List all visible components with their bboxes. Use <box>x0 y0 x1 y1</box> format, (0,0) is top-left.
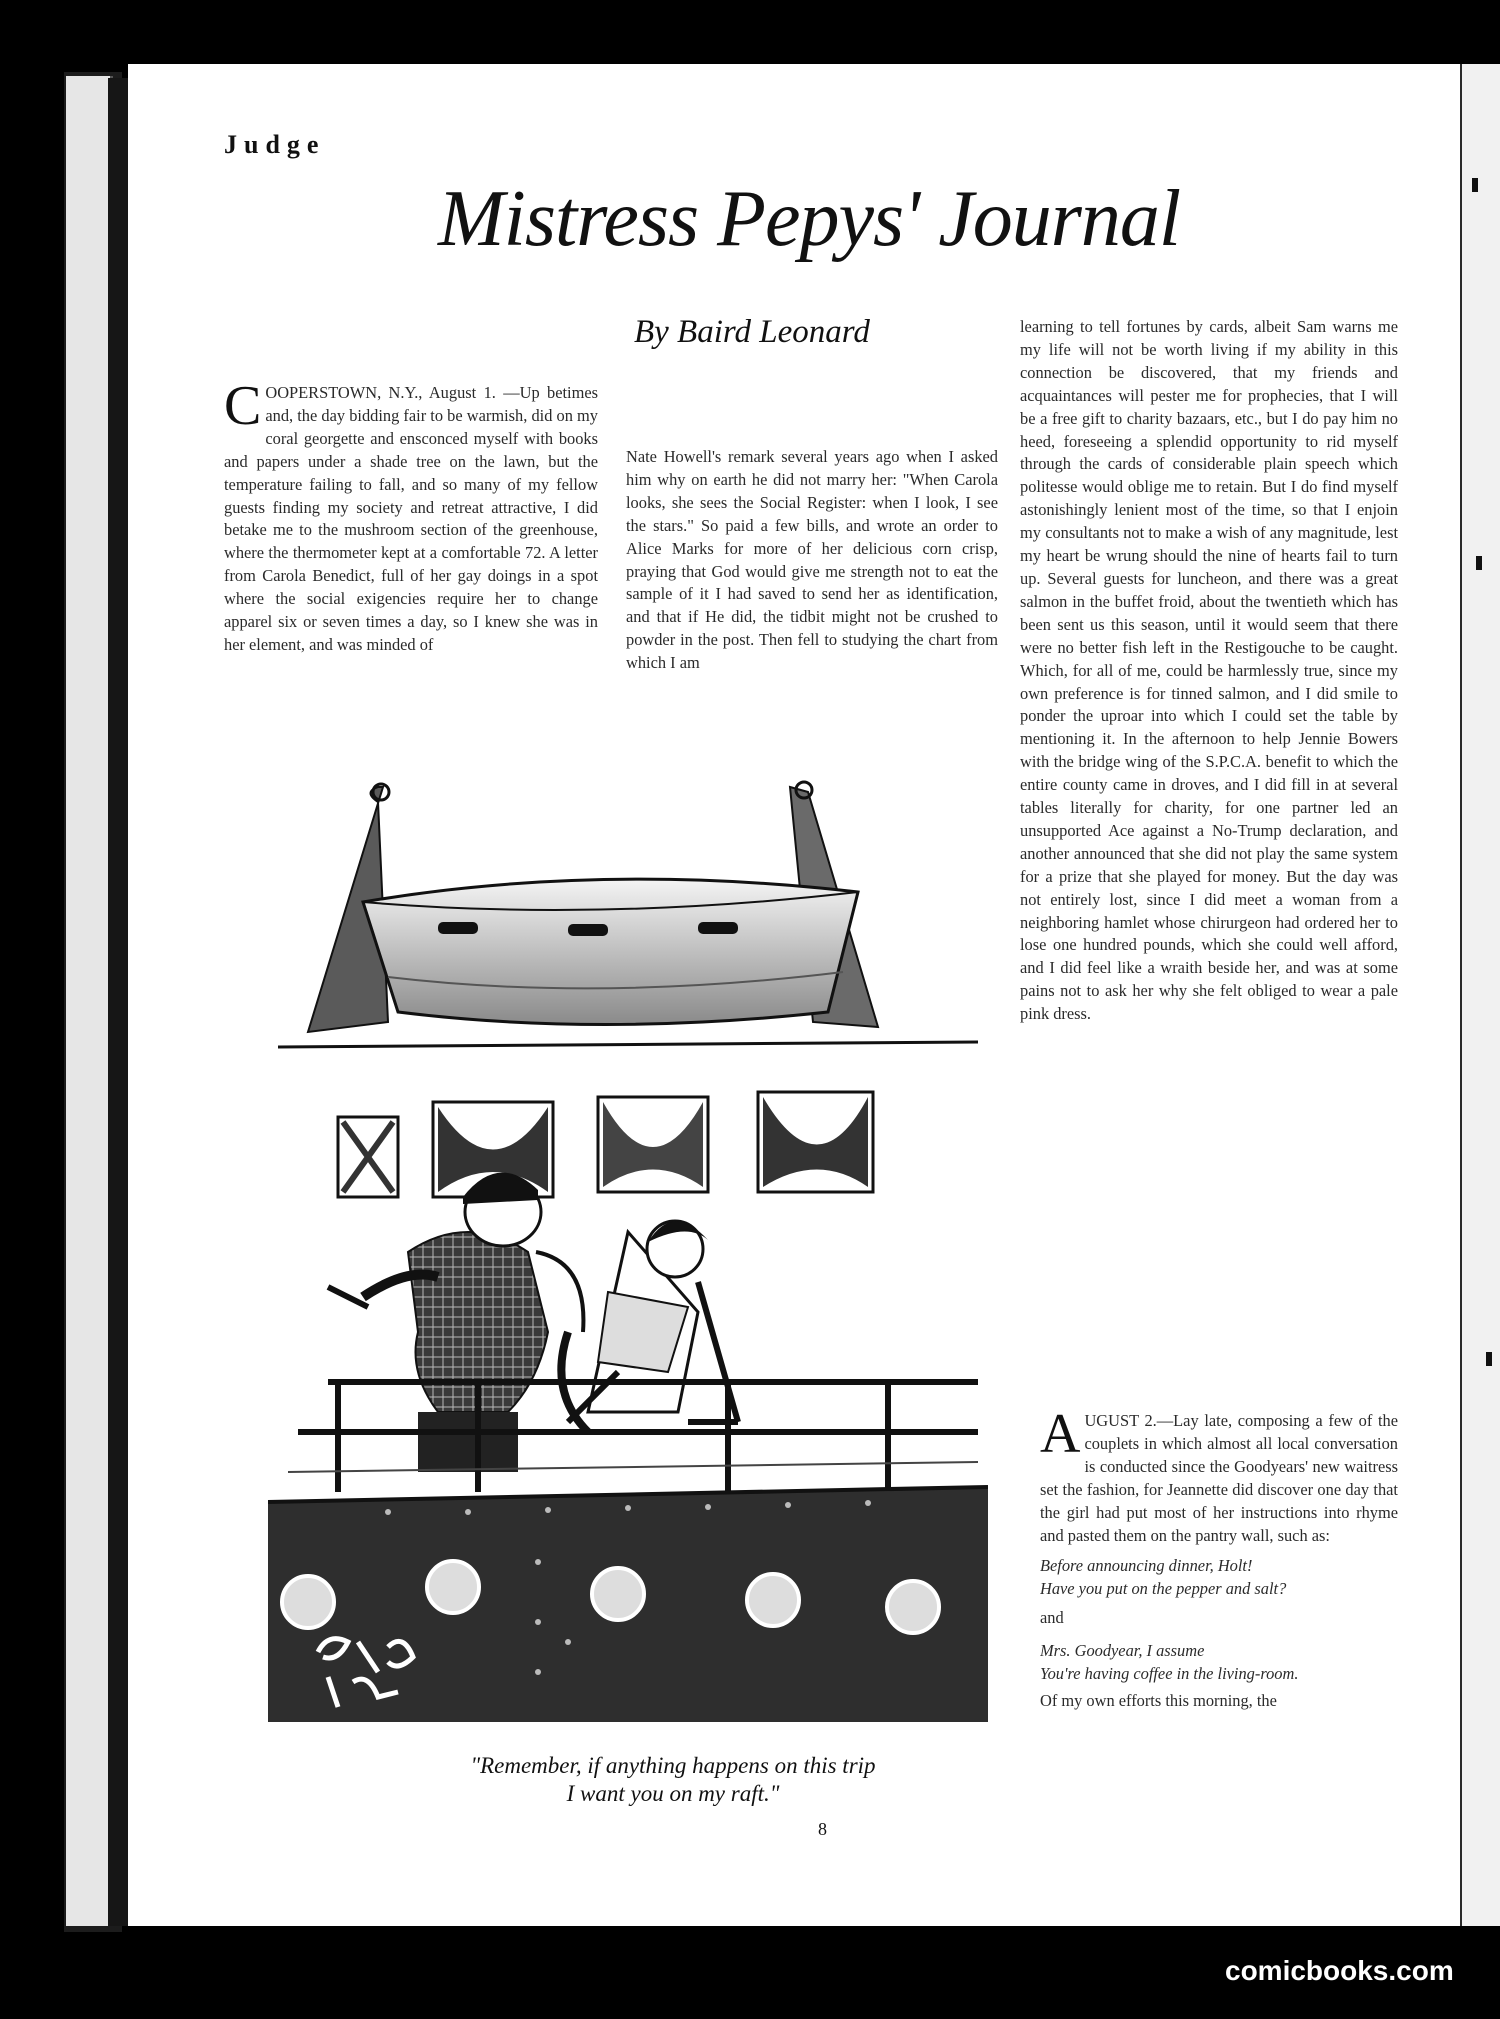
verse-line: Before announcing dinner, Holt! <box>1040 1556 1253 1576</box>
upper-deck-line <box>278 1042 978 1047</box>
page-number: 8 <box>818 1819 827 1839</box>
magazine-page <box>128 64 1460 1926</box>
woman-in-deck-chair <box>561 1221 738 1432</box>
article-column-2 <box>626 446 998 742</box>
article-column-3 <box>1020 316 1398 1426</box>
cartoon-illustration <box>268 772 988 1732</box>
man-in-plaid <box>328 1173 583 1472</box>
verse-line: You're having coffee in the living-room. <box>1040 1664 1299 1684</box>
previous-page-edge <box>66 76 113 1926</box>
verse-line: Have you put on the pepper and salt? <box>1040 1579 1287 1599</box>
caption-line: I want you on my raft." <box>566 1781 780 1806</box>
column-text: Nate Howell's remark several years ago when I asked him why on earth he did not marry her: "When Carola looks, she sees the Social Register: when I look, I see the stars." So paid a few bills, and wrote an order to Alice Marks for more of her delicious corn crisp, praying that God would give me strength not to eat the sample of it I had saved to send her as identification, and that if He did, the tidbit might not be crushed to powder in the post. Then fell to studying the chart from which I am <box>626 447 998 673</box>
verse-1 <box>1040 1555 1398 1601</box>
closing-line: Of my own efforts this morning, the <box>1040 1690 1277 1710</box>
ship-hull <box>268 1487 988 1722</box>
caption-line: "Remember, if anything happens on this trip <box>470 1753 876 1778</box>
magazine-name: Judge <box>224 130 326 159</box>
column-text: learning to tell fortunes by cards, albeit Sam warns me my life will not be worth living if my ability in this connection be discovered, that my friends and acquaintances will pester me for prophecies, that I will be a free gift to charity bazaars, etc., but I do pay him no heed, foreseeing a splendid opportunity to rid myself through the cards of considerable plain speech which politesse would oblige me to retain. But I do find myself astonishingly lenient most of the time, so that I enjoin my consultants not to make a wish of any magnitude, lest my heart be wrung should the nine of hearts fail to turn up. Several guests for luncheon, and there was a great salmon in the buffet froid, about the twentieth which has been sent us this season, until it would seem that there were no better fish left in the Restigouche to be caught. Which, for all of me, could be harmlessly true, since my own preference is for tinned salmon, and I did smile to ponder the uproar into which I could set the table by mentioning it. In the afternoon to help Jennie Bowers with the bridge wing of the S.P.C.A. benefit to which the entire county came in droves, and I did fill in at several tables literally for charity, for one partner led an unsupported Ace against a No-Trump declaration, and another announced that she did not play the same system for a prize that she played for money. But the day was not entirely lost, since I did meet a woman from a neighboring hamlet whose chirurgeon had ordered her to lose one hundred pounds, which she could well afford, and I did feel like a wraith beside her, and was at some pains not to ask her why she felt obliged to wear a pale pink dress. <box>1020 317 1398 1024</box>
page-edge-mark <box>1476 556 1482 570</box>
page-edge-mark <box>1472 178 1478 192</box>
article-column-3-continued <box>1040 1410 1398 1830</box>
next-page-edge <box>1462 64 1500 1926</box>
verse-line: Mrs. Goodyear, I assume <box>1040 1641 1205 1661</box>
article-title: Mistress Pepys' Journal <box>438 175 1181 263</box>
page-edge-mark <box>1486 1352 1492 1366</box>
lifeboat <box>363 879 858 1024</box>
column-text: UGUST 2.—Lay late, composing a few of the couplets in which almost all local conversation is conducted since the Goodyears' new waitress set the fashion, for Jeannette did discover one day that the girl had put most of her instructions into rhyme and pasted them on the pantry wall, such as: <box>1040 1411 1398 1545</box>
binding-gutter <box>108 78 130 1926</box>
cabin-windows <box>338 1092 873 1197</box>
watermark: comicbooks.com <box>1225 1955 1454 1986</box>
cartoon-caption <box>353 1752 993 1808</box>
byline: By Baird Leonard <box>634 314 870 350</box>
article-column-1 <box>224 382 598 752</box>
drop-cap: C <box>224 382 262 437</box>
drop-cap: A <box>1040 1410 1081 1465</box>
column-text: OOPERSTOWN, N.Y., August 1. —Up betimes and, the day bidding fair to be warmish, did on my coral georgette and ensconced myself with books and papers under a shade tree on the lawn, but the temperature failing to fall, and so many of my fellow guests finding my society and retreat attractive, I did betake me to the mushroom section of the greenhouse, where the thermometer kept at a comfortable 72. A letter from Carola Benedict, full of her gay doings in a spot where the social exigencies require her to change apparel six or seven times a day, so I knew she was in her element, and was minded of <box>224 383 598 654</box>
connector-word: and <box>1040 1608 1064 1628</box>
verse-2 <box>1040 1640 1398 1686</box>
